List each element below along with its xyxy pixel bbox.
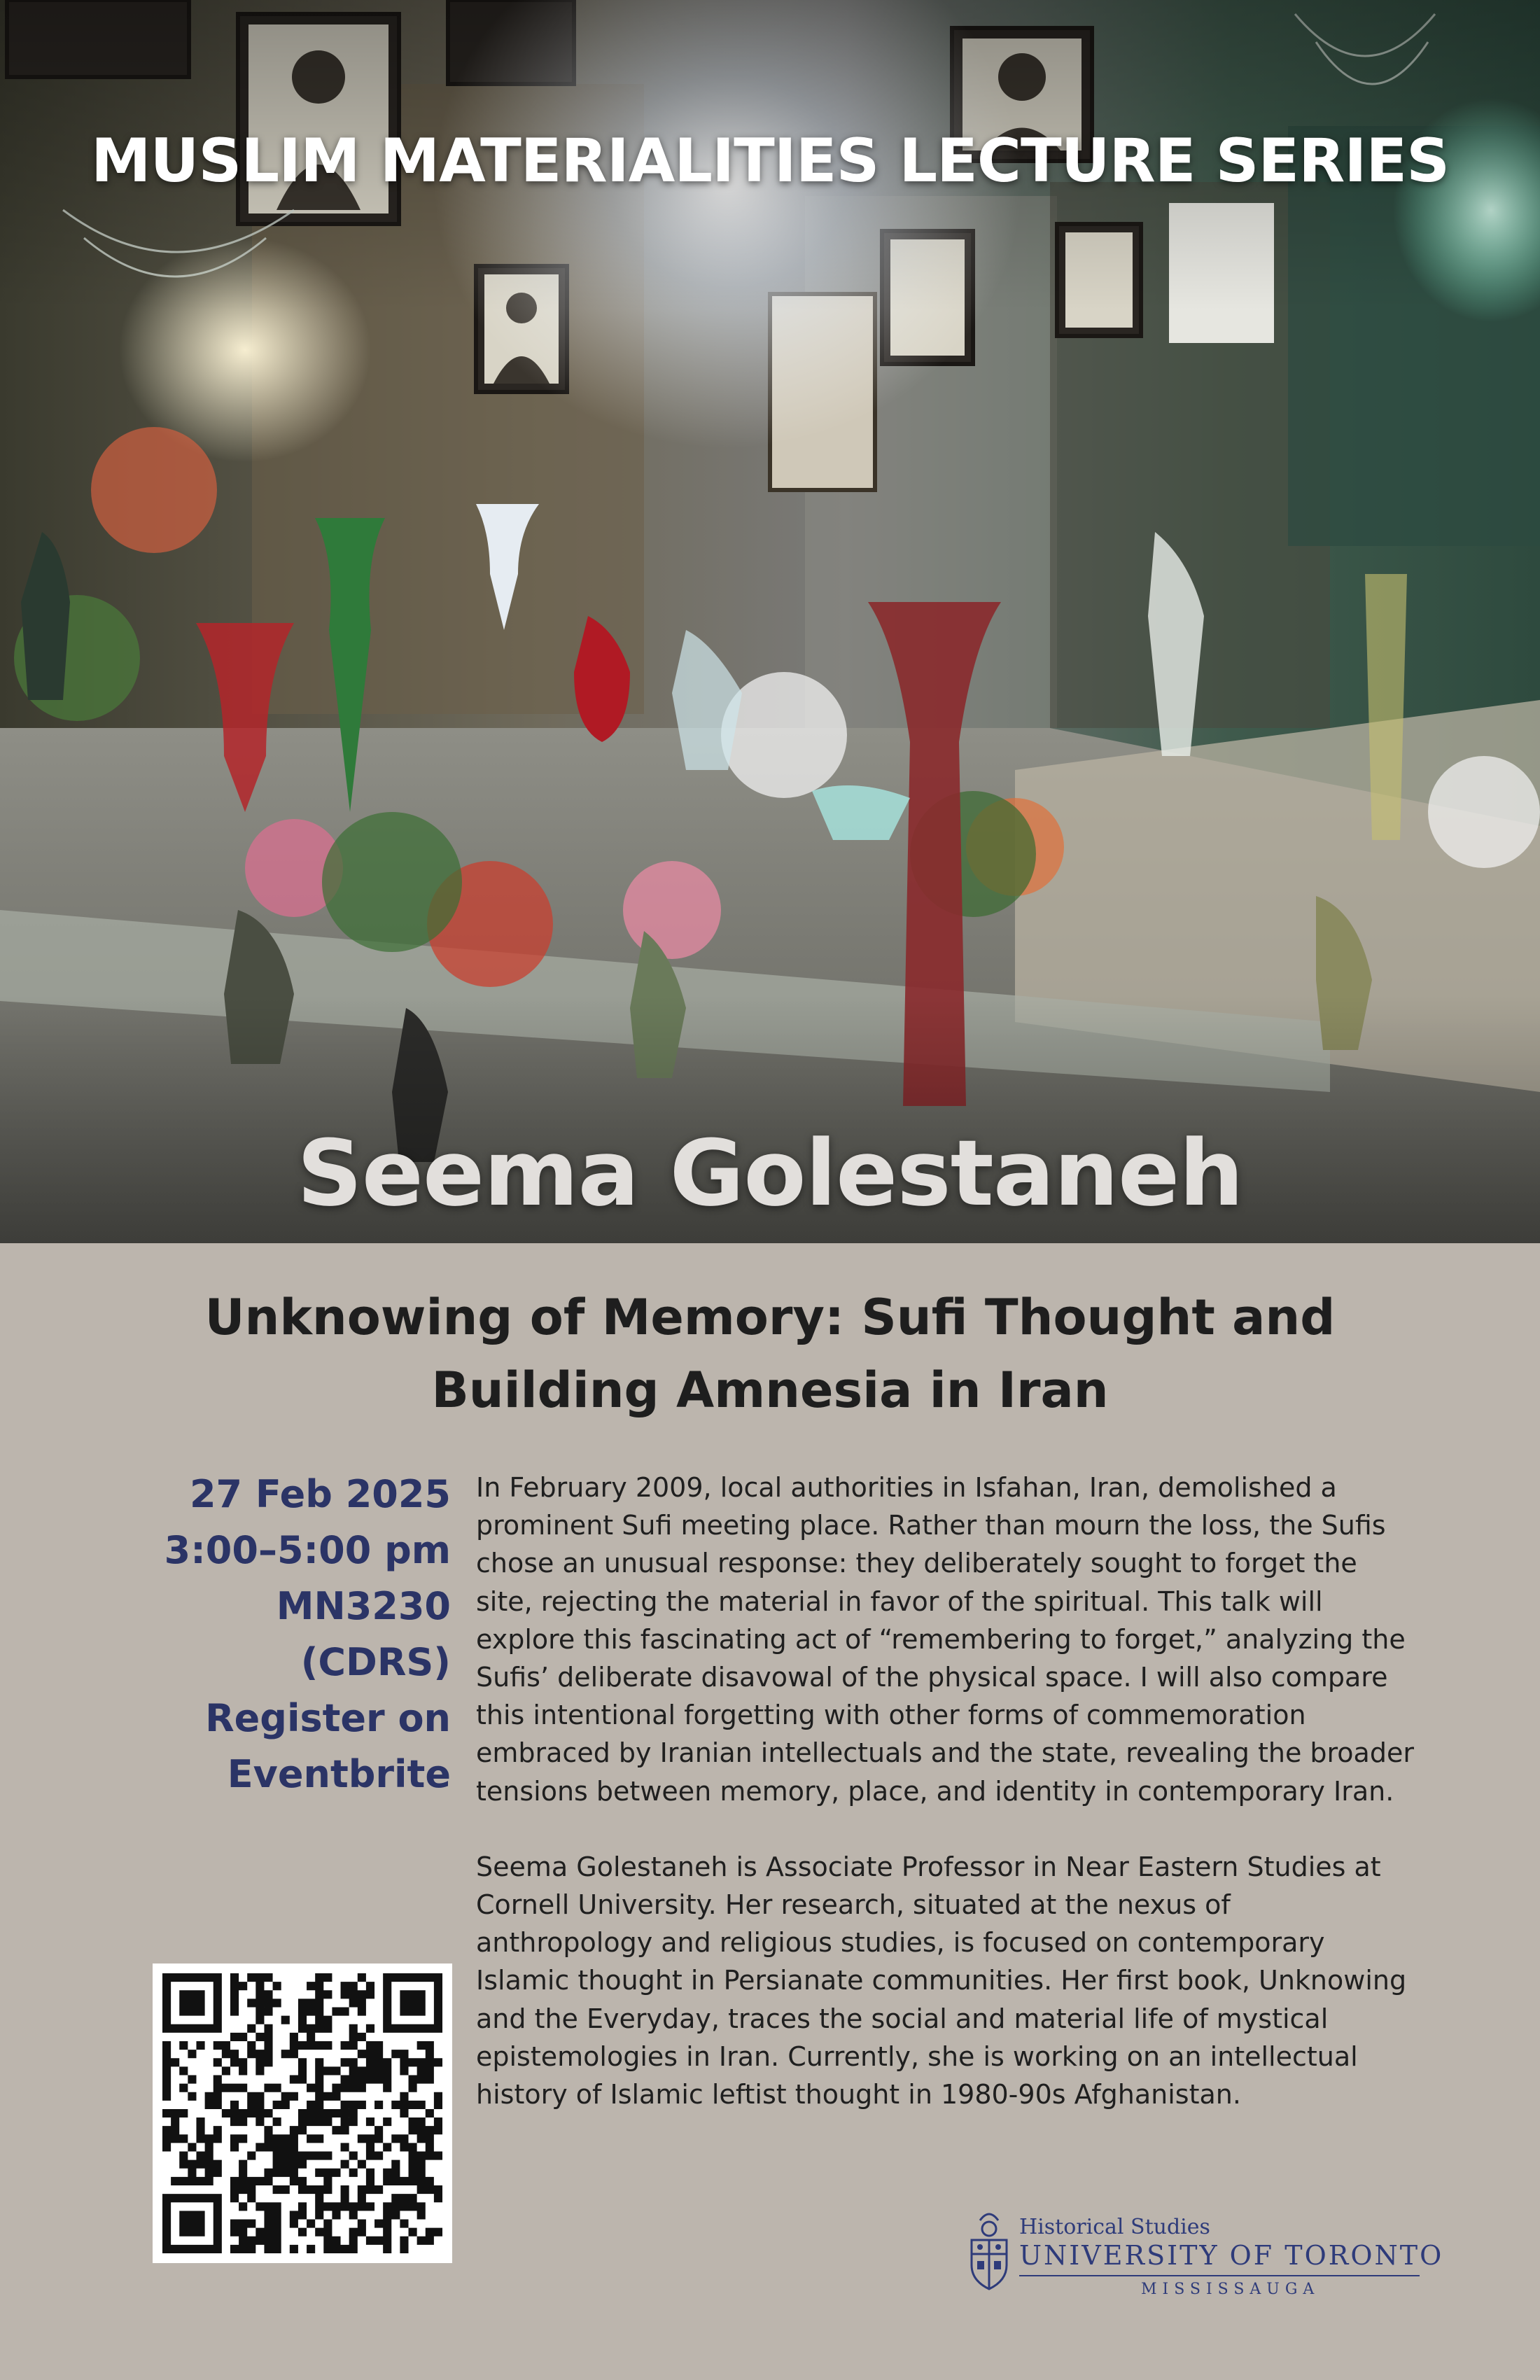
event-date: 27 Feb 2025 — [189, 1472, 451, 1516]
abstract-paragraph: In February 2009, local authorities in Isfahan, Iran, demolished a prominent Sufi meeting place. Rather than mourn the loss, the Sufis chose an unusual response: they deliberately sought to forget the site, rejecting the material in favor of the spiritual. This talk will explore this fascinating act of “remembering to forget,” analyzing the Sufis’ deliberate disavowal of the physical space. I will also compare this intentional forgetting with other forms of commemoration embraced by Iranian intellectuals and the state, revealing the broader tensions between memory, place, and identity in contemporary Iran. — [476, 1472, 1414, 1807]
qr-code[interactable] — [153, 1963, 452, 2263]
register-line-2: Eventbrite — [227, 1752, 451, 1796]
speaker-name: Seema Golestaneh — [297, 1120, 1243, 1226]
series-title: MUSLIM MATERIALITIES LECTURE SERIES — [90, 126, 1450, 196]
qr-finder-pattern — [387, 1977, 438, 2029]
talk-title-line-1: Unknowing of Memory: Sufi Thought and — [204, 1289, 1336, 1346]
body-text — [476, 1469, 1414, 2151]
logo-university: UNIVERSITY OF TORONTO — [1019, 2240, 1444, 2271]
bio-paragraph: Seema Golestaneh is Associate Professor in Near Eastern Studies at Cornell University. Her research, situated at the nexus of anthropology and religious studies, is focused on contemporary Islamic thought in Persianate communities. Her first book, Unknowing and the Everyday, traces the social and material life of mystical epistemologies in Iran. Currently, she is working on an intellectual history of Islamic leftist thought in 1980-90s Afghanistan. — [476, 1851, 1407, 2110]
qr-finder-pattern — [167, 2198, 218, 2249]
talk-title-line-2: Building Amnesia in Iran — [431, 1362, 1109, 1419]
event-time: 3:00–5:00 pm — [164, 1528, 451, 1572]
qr-code-pattern — [162, 1973, 442, 2253]
qr-finder-pattern — [167, 1977, 218, 2029]
logo-divider — [1019, 2275, 1420, 2276]
logo-campus: MISSISSAUGA — [1141, 2281, 1320, 2298]
event-details — [59, 1466, 451, 1802]
event-room: MN3230 — [276, 1584, 451, 1628]
logo-department: Historical Studies — [1019, 2215, 1210, 2239]
register-line-1: Register on — [205, 1696, 451, 1740]
university-crest-icon — [966, 2205, 1012, 2303]
event-room-note: (CDRS) — [300, 1640, 451, 1684]
talk-title — [140, 1281, 1400, 1427]
university-logo — [966, 2205, 1442, 2303]
